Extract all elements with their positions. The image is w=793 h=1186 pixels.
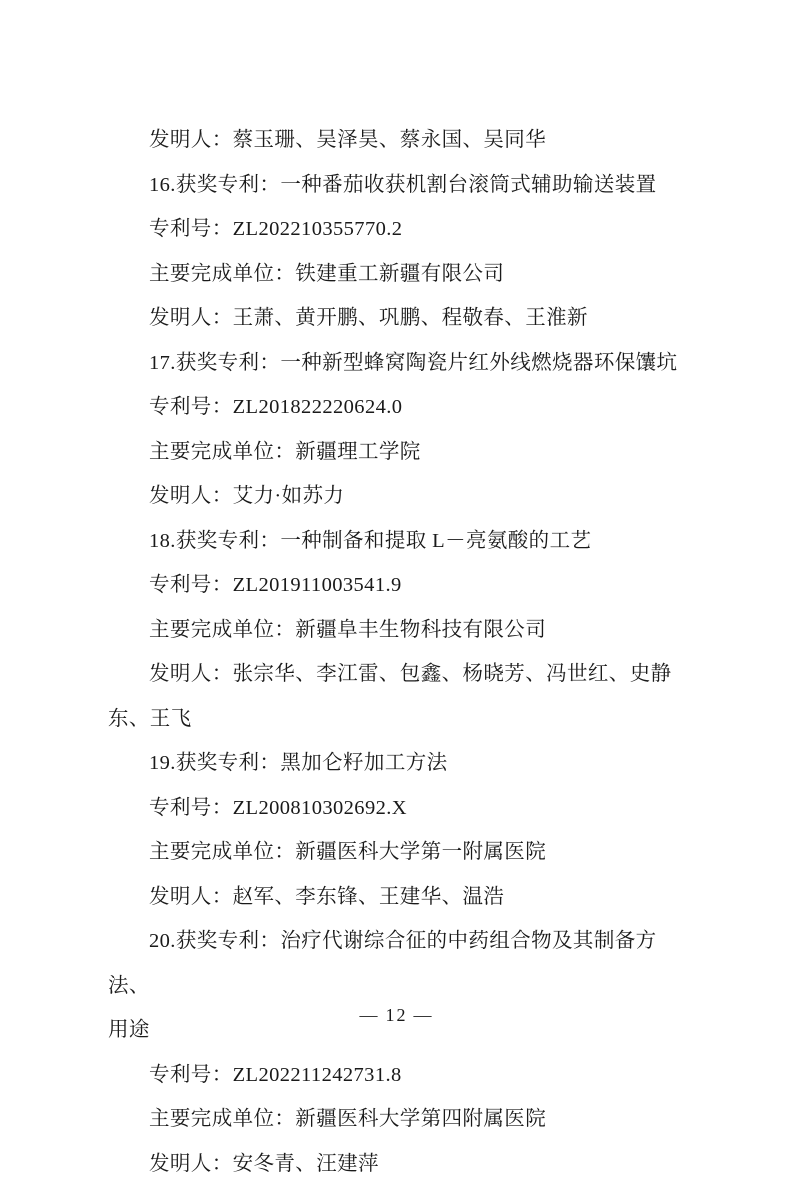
document-line: 主要完成单位：新疆阜丰生物科技有限公司 <box>108 608 685 653</box>
page-footer <box>0 1005 793 1026</box>
document-line: 发明人：艾力·如苏力 <box>108 474 685 519</box>
document-line: 主要完成单位：铁建重工新疆有限公司 <box>108 252 685 297</box>
document-line: 主要完成单位：新疆医科大学第四附属医院 <box>108 1097 685 1142</box>
footer-right-dash: — <box>408 1005 440 1026</box>
document-line: 16.获奖专利：一种番茄收获机割台滚筒式辅助输送装置 <box>108 163 685 208</box>
document-line: 18.获奖专利：一种制备和提取 L－亮氨酸的工艺 <box>108 519 685 564</box>
document-line: 主要完成单位：新疆医科大学第一附属医院 <box>108 830 685 875</box>
document-line: 专利号：ZL200810302692.X <box>108 786 685 831</box>
page-number: 12 <box>386 1005 408 1025</box>
document-line: 用途 <box>108 1008 685 1053</box>
document-line: 专利号：ZL201822220624.0 <box>108 385 685 430</box>
document-line: 专利号：ZL202211242731.8 <box>108 1053 685 1098</box>
document-line: 发明人：安冬青、汪建萍 <box>108 1142 685 1186</box>
document-line: 发明人：张宗华、李江雷、包鑫、杨晓芳、冯世红、史静东、王飞 <box>108 652 685 741</box>
document-line: 发明人：王萧、黄开鹏、巩鹏、程敬春、王淮新 <box>108 296 685 341</box>
document-line: 发明人：赵军、李东锋、王建华、温浩 <box>108 875 685 920</box>
document-line: 19.获奖专利：黑加仑籽加工方法 <box>108 741 685 786</box>
document-line: 主要完成单位：新疆理工学院 <box>108 430 685 475</box>
document-line: 17.获奖专利：一种新型蜂窝陶瓷片红外线燃烧器环保馕坑 <box>108 341 685 386</box>
document-line: 专利号：ZL201911003541.9 <box>108 563 685 608</box>
document-line: 专利号：ZL202210355770.2 <box>108 207 685 252</box>
document-line: 20.获奖专利：治疗代谢综合征的中药组合物及其制备方法、 <box>108 919 685 1008</box>
footer-left-dash: — <box>354 1005 386 1026</box>
document-line: 发明人：蔡玉珊、吴泽昊、蔡永国、吴同华 <box>108 118 685 163</box>
